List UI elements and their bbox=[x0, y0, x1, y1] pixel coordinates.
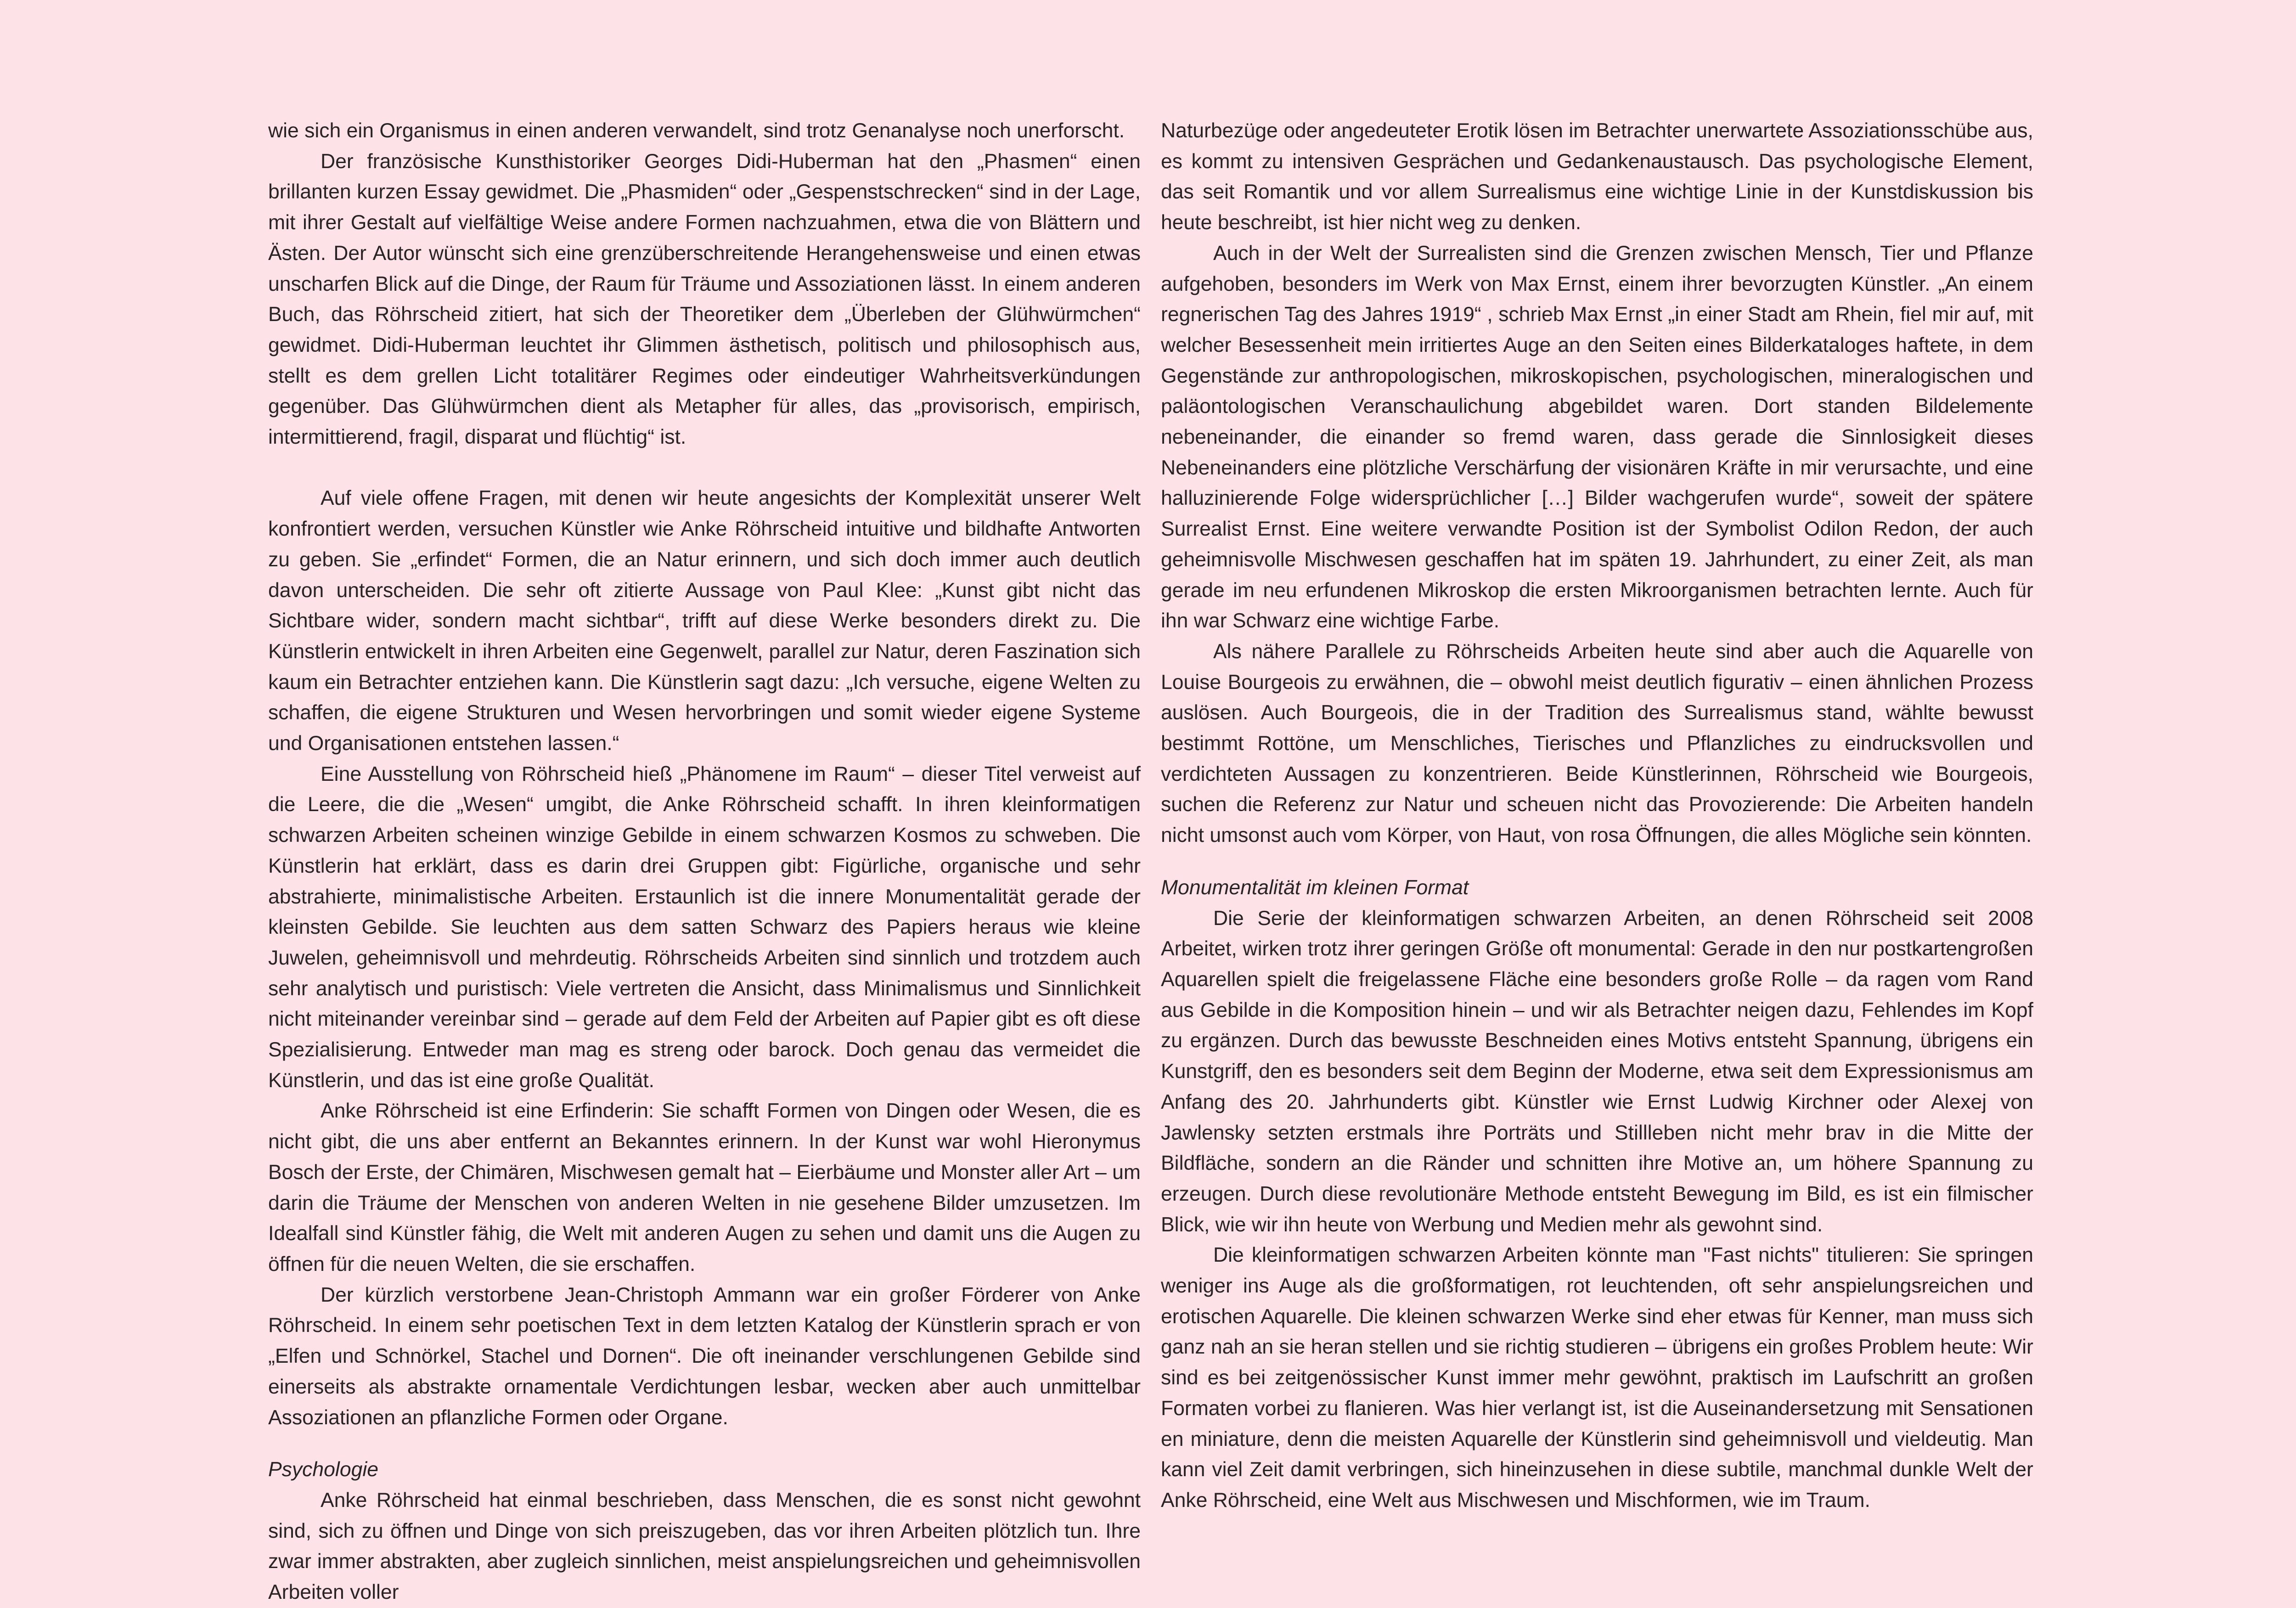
paragraph-right-5: Die kleinformatigen schwarzen Arbeiten könnte man "Fast nichts" titulieren: Sie springen weniger ins Auge als die großformatigen, rot leuchtenden, oft sehr anspielungsreichen und erotischen Aquarelle. Die kleinen schwarzen Werke sind eher etwas für Kenner, man muss sich ganz nah an sie heran stellen und sie richtig studieren – übrigens ein großes Problem heute: Wir sind es bei zeitgenössischer Kunst immer mehr gewöhnt, praktisch im Laufschritt an großen Formaten vorbei zu flanieren. Was hier verlangt ist, ist die Auseinandersetzung mit Sensationen en miniature, denn die meisten Aquarelle der Künstlerin sind geheimnisvoll und vieldeutig. Man kann viel Zeit damit verbringen, sich hineinzusehen in diese subtile, manchmal dunkle Welt der Anke Röhrscheid, eine Welt aus Mischwesen und Mischformen, wie im Traum. bbox=[1161, 1244, 2033, 1512]
section-heading-monumentalitaet: Monumentalität im kleinen Format bbox=[1161, 876, 1469, 899]
left-text-column bbox=[268, 116, 1141, 1608]
paragraph-gap bbox=[268, 453, 1141, 484]
paragraph-left-2: Der französische Kunsthistoriker Georges Didi-Huberman hat den „Phasmen“ einen brillanten kurzen Essay gewidmet. Die „Phasmiden“ oder „Gespenstschrecken“ sind in der Lage, mit ihrer Gestalt auf vielfältige Weise andere Formen nachzuahmen, etwa die von Blättern und Ästen. Der Autor wünscht sich eine grenzüberschreitende Herangehensweise und einen etwas unscharfen Blick auf die Dinge, der Raum für Träume und Assoziationen lässt. In einem anderen Buch, das Röhrscheid zitiert, hat sich der Theoretiker dem „Überleben der Glühwürmchen“ gewidmet. Didi-Huberman leuchtet ihr Glimmen ästhetisch, politisch und philosophisch aus, stellt es dem grellen Licht totalitärer Regimes oder eindeutiger Wahrheitsverkündungen gegenüber. Das Glühwürmchen dient als Metapher für alles, das „provisorisch, empirisch, intermittierend, fragil, disparat und flüchtig“ ist. bbox=[268, 150, 1141, 449]
paragraph-right-3: Als nähere Parallele zu Röhrscheids Arbeiten heute sind aber auch die Aquarelle von Louise Bourgeois zu erwähnen, die – obwohl meist deutlich figurativ – einen ähnlichen Prozess auslösen. Auch Bourgeois, die in der Tradition des Surrealismus stand, wählte bewusst bestimmt Rottöne, um Menschliches, Tierisches und Pflanzliches zu eindrucksvollen und verdichteten Aussagen zu konzentrieren. Beide Künstlerinnen, Röhrscheid wie Bourgeois, suchen die Referenz zur Natur und scheuen nicht das Provozierende: Die Arbeiten handeln nicht umsonst auch vom Körper, von Haut, von rosa Öffnungen, die alles Mögliche sein könnten. bbox=[1161, 640, 2033, 847]
paragraph-left-3: Auf viele offene Fragen, mit denen wir heute angesichts der Komplexität unserer Welt konfrontiert werden, versuchen Künstler wie Anke Röhrscheid intuitive und bildhafte Antworten zu geben. Sie „erfindet“ Formen, die an Natur erinnern, und sich doch immer auch deutlich davon unterscheiden. Die sehr oft zitierte Aussage von Paul Klee: „Kunst gibt nicht das Sichtbare wider, sondern macht sichtbar“, trifft auf diese Werke besonders direkt zu. Die Künstlerin entwickelt in ihren Arbeiten eine Gegenwelt, parallel zur Natur, deren Faszination sich kaum ein Betrachter entziehen kann. Die Künstlerin sagt dazu: „Ich versuche, eigene Welten zu schaffen, die eigene Strukturen und Wesen hervorbringen und somit wieder eigene Systeme und Organisationen entstehen lassen.“ bbox=[268, 487, 1141, 755]
paragraph-left-1: wie sich ein Organismus in einen anderen verwandelt, sind trotz Genanalyse noch unerforscht. bbox=[268, 119, 1125, 142]
paragraph-right-2: Auch in der Welt der Surrealisten sind die Grenzen zwischen Mensch, Tier und Pflanze aufgehoben, besonders im Werk von Max Ernst, einem ihrer bevorzugten Künstler. „An einem regnerischen Tag des Jahres 1919“ , schrieb Max Ernst „in einer Stadt am Rhein, fiel mir auf, mit welcher Besessenheit mein irritiertes Auge an den Seiten eines Bilderkataloges haftete, in dem Gegenstände zur anthropologischen, mikroskopischen, psychologischen, mineralogischen und paläontologischen Veranschaulichung abgebildet waren. Dort standen Bildelemente nebeneinander, die einander so fremd waren, dass gerade die Sinnlosigkeit dieses Nebeneinanders eine plötzliche Verschärfung der visionären Kräfte in mir verursachte, und eine halluzinierende Folge widersprüchlicher […] Bilder wachgerufen wurde“, soweit der spätere Surrealist Ernst. Eine weitere verwandte Position ist der Symbolist Odilon Redon, der auch geheimnisvolle Mischwesen geschaffen hat im späten 19. Jahrhundert, zu einer Zeit, als man gerade im neu erfundenen Mikroskop die ersten Mikroorganismen betrachten lernte. Auch für ihn war Schwarz eine wichtige Farbe. bbox=[1161, 242, 2033, 632]
paragraph-left-5: Anke Röhrscheid ist eine Erfinderin: Sie schafft Formen von Dingen oder Wesen, die es nicht gibt, die uns aber entfernt an Bekanntes erinnern. In der Kunst war wohl Hieronymus Bosch der Erste, der Chimären, Mischwesen gemalt hat – Eierbäume und Monster aller Art – um darin die Träume der Menschen von anderen Welten in nie gesehene Bilder umzusetzen. Im Idealfall sind Künstler fähig, die Welt mit anderen Augen zu sehen und damit uns die Augen zu öffnen für die neuen Welten, die sie erschaffen. bbox=[268, 1100, 1141, 1275]
paragraph-left-7: Anke Röhrscheid hat einmal beschrieben, dass Menschen, die es sonst nicht gewohnt sind, sich zu öffnen und Dinge von sich preiszugeben, das vor ihren Arbeiten plötzlich tun. Ihre zwar immer abstrakten, aber zugleich sinnlichen, meist anspielungsreichen und geheimnisvollen Arbeiten voller bbox=[268, 1489, 1141, 1604]
paragraph-left-4: Eine Ausstellung von Röhrscheid hieß „Phänomene im Raum“ – dieser Titel verweist auf die Leere, die die „Wesen“ umgibt, die Anke Röhrscheid schafft. In ihren kleinformatigen schwarzen Arbeiten scheinen winzige Gebilde in einem schwarzen Kosmos zu schweben. Die Künstlerin hat erklärt, dass es darin drei Gruppen gibt: Figürliche, organische und sehr abstrahierte, minimalistische Arbeiten. Erstaunlich ist die innere Monumentalität gerade der kleinsten Gebilde. Sie leuchten aus dem satten Schwarz des Papiers heraus wie kleine Juwelen, geheimnisvoll und mehrdeutig. Röhrscheids Arbeiten sind sinnlich und trotzdem auch sehr analytisch und puristisch: Viele vertreten die Ansicht, dass Minimalismus und Sinnlichkeit nicht miteinander vereinbar sind – gerade auf dem Feld der Arbeiten auf Papier gibt es oft diese Spezialisierung. Entweder man mag es streng oder barock. Doch genau das vermeidet die Künstlerin, und das ist eine große Qualität. bbox=[268, 762, 1141, 1092]
paragraph-right-1: Naturbezüge oder angedeuteter Erotik lösen im Betrachter unerwartete Assoziationsschübe aus, es kommt zu intensiven Gesprächen und Gedankenaustausch. Das psychologische Element, das seit Romantik und vor allem Surrealismus eine wichtige Linie in der Kunstdiskussion bis heute beschreibt, ist hier nicht weg zu denken. bbox=[1161, 119, 2033, 234]
section-heading-psychologie: Psychologie bbox=[268, 1458, 378, 1481]
right-text-column bbox=[1161, 116, 2033, 1516]
paragraph-right-4: Die Serie der kleinformatigen schwarzen Arbeiten, an denen Röhrscheid seit 2008 Arbeitet, wirken trotz ihrer geringen Größe oft monumental: Gerade in den nur postkartengroßen Aquarellen spielt die freigelassene Fläche eine besonders große Rolle – da ragen vom Rand aus Gebilde in die Komposition hinein – und wir als Betrachter neigen dazu, Fehlendes im Kopf zu ergänzen. Durch das bewusste Beschneiden eines Motivs entsteht Spannung, übrigens ein Kunstgriff, den es besonders seit dem Beginn der Moderne, etwa seit dem Expressionismus am Anfang des 20. Jahrhunderts gibt. Künstler wie Ernst Ludwig Kirchner oder Alexej von Jawlensky setzten erstmals ihre Porträts und Stillleben nicht mehr brav in die Mitte der Bildfläche, sondern an die Ränder und schnitten ihre Motive an, um höhere Spannung zu erzeugen. Durch diese revolutionäre Methode entsteht Bewegung im Bild, es ist ein filmischer Blick, wie wir ihn heute von Werbung und Medien mehr als gewohnt sind. bbox=[1161, 907, 2033, 1236]
paragraph-left-6: Der kürzlich verstorbene Jean-Christoph Ammann war ein großer Förderer von Anke Röhrscheid. In einem sehr poetischen Text in dem letzten Katalog der Künstlerin sprach er von „Elfen und Schnörkel, Stachel und Dornen“. Die oft ineinander verschlungenen Gebilde sind einerseits als abstrakte ornamentale Verdichtungen lesbar, wecken aber auch unmittelbar Assoziationen an pflanzliche Formen oder Organe. bbox=[268, 1283, 1141, 1429]
